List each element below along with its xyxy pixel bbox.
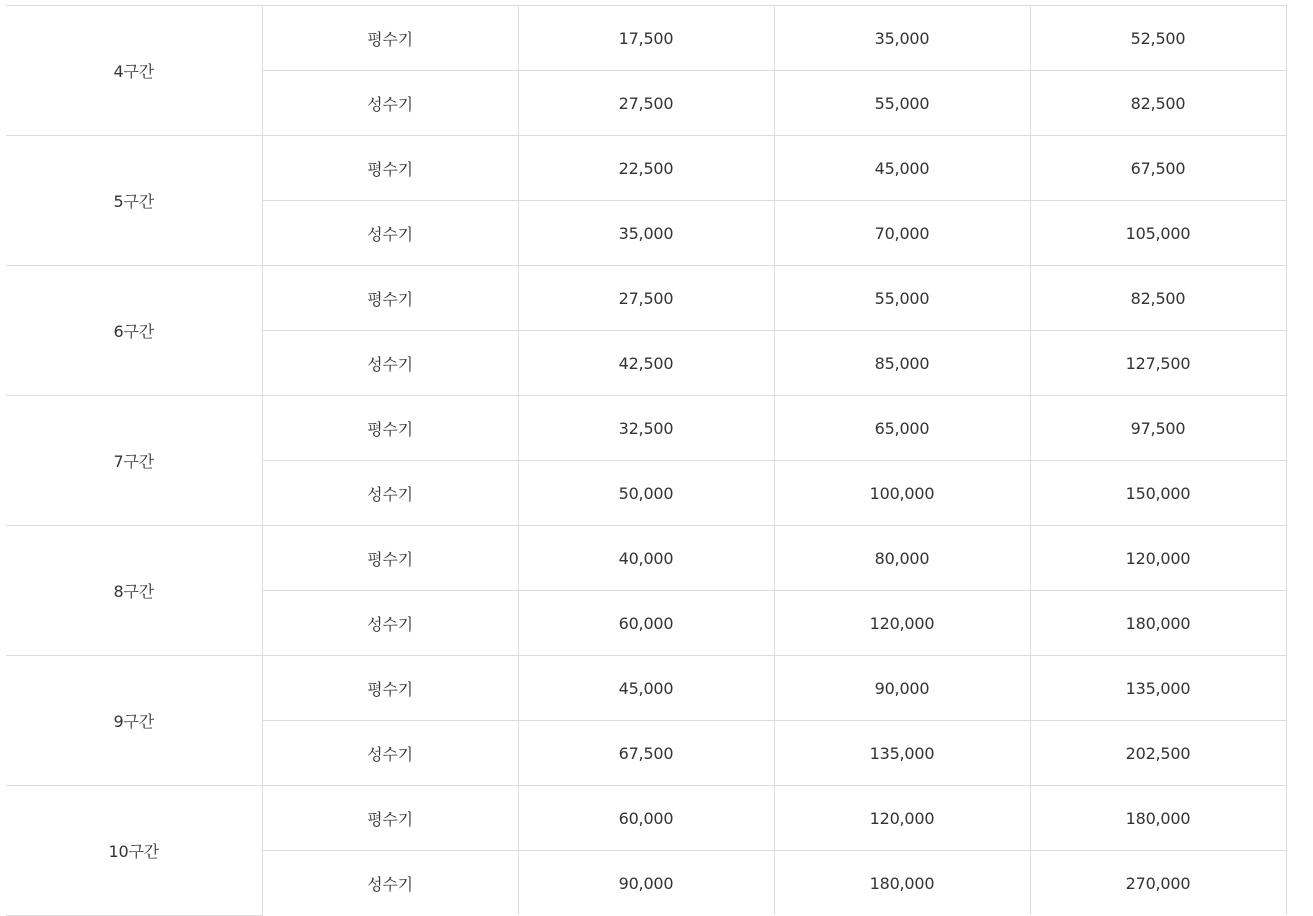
fare-cell-3: 127,500 xyxy=(1030,331,1286,396)
season-cell: 평수기 xyxy=(262,656,518,721)
fare-cell-1: 60,000 xyxy=(518,591,774,656)
fare-cell-2: 85,000 xyxy=(774,331,1030,396)
fare-cell-1: 17,500 xyxy=(518,6,774,71)
table-row xyxy=(6,266,1286,331)
fare-table xyxy=(6,5,1287,916)
fare-cell-3: 150,000 xyxy=(1030,461,1286,526)
fare-cell-2: 45,000 xyxy=(774,136,1030,201)
season-cell: 성수기 xyxy=(262,721,518,786)
fare-cell-1: 35,000 xyxy=(518,201,774,266)
table-row xyxy=(6,656,1286,721)
table-row xyxy=(6,526,1286,591)
fare-cell-3: 67,500 xyxy=(1030,136,1286,201)
zone-cell: 6구간 xyxy=(6,266,262,396)
season-cell: 평수기 xyxy=(262,786,518,851)
fare-cell-1: 27,500 xyxy=(518,71,774,136)
zone-cell: 5구간 xyxy=(6,136,262,266)
fare-cell-3: 82,500 xyxy=(1030,266,1286,331)
fare-cell-2: 70,000 xyxy=(774,201,1030,266)
fare-cell-1: 60,000 xyxy=(518,786,774,851)
fare-cell-1: 45,000 xyxy=(518,656,774,721)
zone-cell: 7구간 xyxy=(6,396,262,526)
season-cell: 평수기 xyxy=(262,6,518,71)
zone-cell: 8구간 xyxy=(6,526,262,656)
season-cell: 성수기 xyxy=(262,331,518,396)
fare-cell-1: 27,500 xyxy=(518,266,774,331)
fare-cell-1: 40,000 xyxy=(518,526,774,591)
fare-cell-1: 50,000 xyxy=(518,461,774,526)
fare-cell-3: 202,500 xyxy=(1030,721,1286,786)
fare-cell-2: 55,000 xyxy=(774,71,1030,136)
season-cell: 평수기 xyxy=(262,526,518,591)
fare-cell-2: 180,000 xyxy=(774,851,1030,916)
fare-cell-1: 90,000 xyxy=(518,851,774,916)
table-row xyxy=(6,136,1286,201)
fare-cell-2: 120,000 xyxy=(774,786,1030,851)
fare-table-body xyxy=(6,6,1286,916)
season-cell: 성수기 xyxy=(262,851,518,916)
fare-cell-3: 120,000 xyxy=(1030,526,1286,591)
fare-cell-1: 67,500 xyxy=(518,721,774,786)
fare-cell-3: 270,000 xyxy=(1030,851,1286,916)
fare-cell-2: 90,000 xyxy=(774,656,1030,721)
table-row xyxy=(6,6,1286,71)
season-cell: 성수기 xyxy=(262,71,518,136)
fare-cell-2: 135,000 xyxy=(774,721,1030,786)
season-cell: 성수기 xyxy=(262,461,518,526)
zone-cell: 10구간 xyxy=(6,786,262,916)
fare-cell-3: 135,000 xyxy=(1030,656,1286,721)
table-row xyxy=(6,786,1286,851)
fare-cell-2: 35,000 xyxy=(774,6,1030,71)
fare-cell-3: 180,000 xyxy=(1030,786,1286,851)
season-cell: 성수기 xyxy=(262,591,518,656)
season-cell: 성수기 xyxy=(262,201,518,266)
fare-cell-1: 42,500 xyxy=(518,331,774,396)
fare-cell-3: 105,000 xyxy=(1030,201,1286,266)
fare-cell-2: 120,000 xyxy=(774,591,1030,656)
fare-cell-1: 22,500 xyxy=(518,136,774,201)
fare-cell-3: 52,500 xyxy=(1030,6,1286,71)
fare-cell-3: 82,500 xyxy=(1030,71,1286,136)
fare-cell-2: 100,000 xyxy=(774,461,1030,526)
zone-cell: 9구간 xyxy=(6,656,262,786)
fare-cell-2: 80,000 xyxy=(774,526,1030,591)
season-cell: 평수기 xyxy=(262,266,518,331)
season-cell: 평수기 xyxy=(262,136,518,201)
fare-cell-2: 55,000 xyxy=(774,266,1030,331)
zone-cell: 4구간 xyxy=(6,6,262,136)
fare-cell-3: 97,500 xyxy=(1030,396,1286,461)
fare-cell-3: 180,000 xyxy=(1030,591,1286,656)
fare-cell-1: 32,500 xyxy=(518,396,774,461)
season-cell: 평수기 xyxy=(262,396,518,461)
fare-cell-2: 65,000 xyxy=(774,396,1030,461)
table-row xyxy=(6,396,1286,461)
